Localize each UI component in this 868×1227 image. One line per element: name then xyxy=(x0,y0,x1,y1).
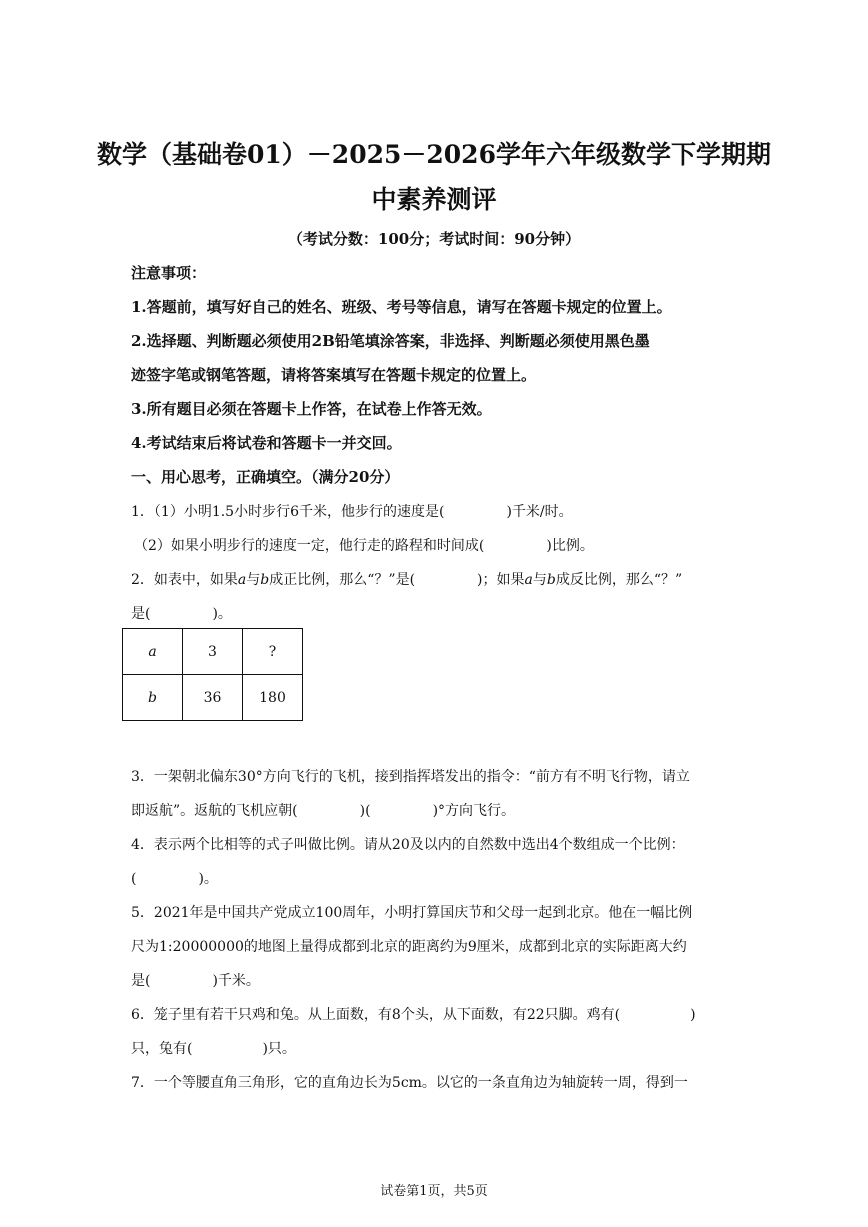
note-item-2: 2.选择题、判断题必须使用2B铅笔填涂答案，非选择、判断题必须使用黑色墨 xyxy=(131,332,650,350)
question-3-line-1: 3．一架朝北偏东30°方向飞行的飞机，接到指挥塔发出的指令：“前方有不明飞行物，请立 xyxy=(131,769,690,785)
question-6-line-2 xyxy=(131,1038,296,1058)
q4-text: ( xyxy=(131,871,137,887)
question-5-line-3 xyxy=(131,970,260,990)
q1b-text: （2）如果小明步行的速度一定，他行走的路程和时间成( xyxy=(134,538,485,554)
question-6-line-1 xyxy=(131,1004,696,1024)
table-row xyxy=(123,675,303,721)
question-5-line-1: 5．2021年是中国共产党成立100周年，小明打算国庆节和父母一起到北京。他在一幅比例 xyxy=(131,905,693,921)
note-item-1: 1.答题前，填写好自己的姓名、班级、考号等信息，请写在答题卡规定的位置上。 xyxy=(131,298,672,316)
q6-text: )只。 xyxy=(262,1041,296,1057)
q6-text: ) xyxy=(690,1007,696,1023)
question-1-part-2 xyxy=(134,535,594,555)
q2-text: )。 xyxy=(212,606,232,622)
section-1-heading: 一、用心思考，正确填空。（满分20分） xyxy=(131,468,400,486)
question-3-line-2 xyxy=(131,800,515,820)
var-b: b xyxy=(260,572,270,588)
note-item-2-cont: 迹签字笔或钢笔答题，请将答案填写在答题卡规定的位置上。 xyxy=(131,366,537,384)
table-cell: b xyxy=(123,675,183,721)
q3-text: )°方向飞行。 xyxy=(432,803,516,819)
q3-text: 即返航”。返航的飞机应朝( xyxy=(131,803,298,819)
table-cell: 180 xyxy=(243,675,303,721)
q5-text: )千米。 xyxy=(212,973,260,989)
table-cell: 36 xyxy=(183,675,243,721)
question-1-part-1 xyxy=(131,501,573,521)
table-cell: ? xyxy=(243,629,303,675)
q3-text: )( xyxy=(359,803,371,819)
q2-text: 与 xyxy=(532,572,547,588)
question-2-line-1 xyxy=(131,569,682,589)
q2-text: 与 xyxy=(246,572,261,588)
q2-text: 是( xyxy=(131,606,151,622)
q6-text: 6．笼子里有若干只鸡和兔。从上面数，有8个头，从下面数，有22只脚。鸡有( xyxy=(131,1007,621,1023)
q1b-text-end: )比例。 xyxy=(546,538,594,554)
proportion-table xyxy=(122,628,303,721)
notes-heading: 注意事项： xyxy=(131,264,207,282)
question-4-line-1: 4．表示两个比相等的式子叫做比例。请从20及以内的自然数中选出4个数组成一个比例： xyxy=(131,837,685,853)
var-a: a xyxy=(237,572,247,588)
exam-title-line1: 数学（基础卷01）－2025－2026学年六年级数学下学期期 xyxy=(97,140,771,169)
question-4-line-2 xyxy=(131,868,218,888)
q1a-text: 1．（1）小明1.5小时步行6千米，他步行的速度是( xyxy=(131,504,445,520)
table-cell: 3 xyxy=(183,629,243,675)
var-a: a xyxy=(524,572,533,588)
q2-text: 成正比例，那么“？”是( xyxy=(269,572,416,588)
question-5-line-2: 尺为1:20000000的地图上量得成都到北京的距离约为9厘米，成都到北京的实际距离大约 xyxy=(131,939,687,955)
page-footer: 试卷第1页，共5页 xyxy=(380,1184,488,1199)
var-b: b xyxy=(546,572,556,588)
question-7-line-1: 7．一个等腰直角三角形，它的直角边长为5cm。以它的一条直角边为轴旋转一周，得到一 xyxy=(131,1075,688,1091)
q2-text: 成反比例，那么“？” xyxy=(555,572,683,588)
q2-text: )；如果 xyxy=(477,572,525,588)
exam-title-line2: 中素养测评 xyxy=(371,185,497,214)
q6-text: 只，兔有( xyxy=(131,1041,193,1057)
q5-text: 是( xyxy=(131,973,151,989)
table-row xyxy=(123,629,303,675)
q1a-text-end: )千米/时。 xyxy=(506,504,573,520)
exam-info: （考试分数：100分；考试时间：90分钟） xyxy=(287,230,581,248)
question-2-line-2 xyxy=(131,603,232,623)
q2-text: 2．如表中，如果 xyxy=(131,572,238,588)
note-item-3: 3.所有题目必须在答题卡上作答，在试卷上作答无效。 xyxy=(131,400,492,418)
table-cell: a xyxy=(123,629,183,675)
q4-text: )。 xyxy=(198,871,218,887)
note-item-4: 4.考试结束后将试卷和答题卡一并交回。 xyxy=(131,434,402,452)
